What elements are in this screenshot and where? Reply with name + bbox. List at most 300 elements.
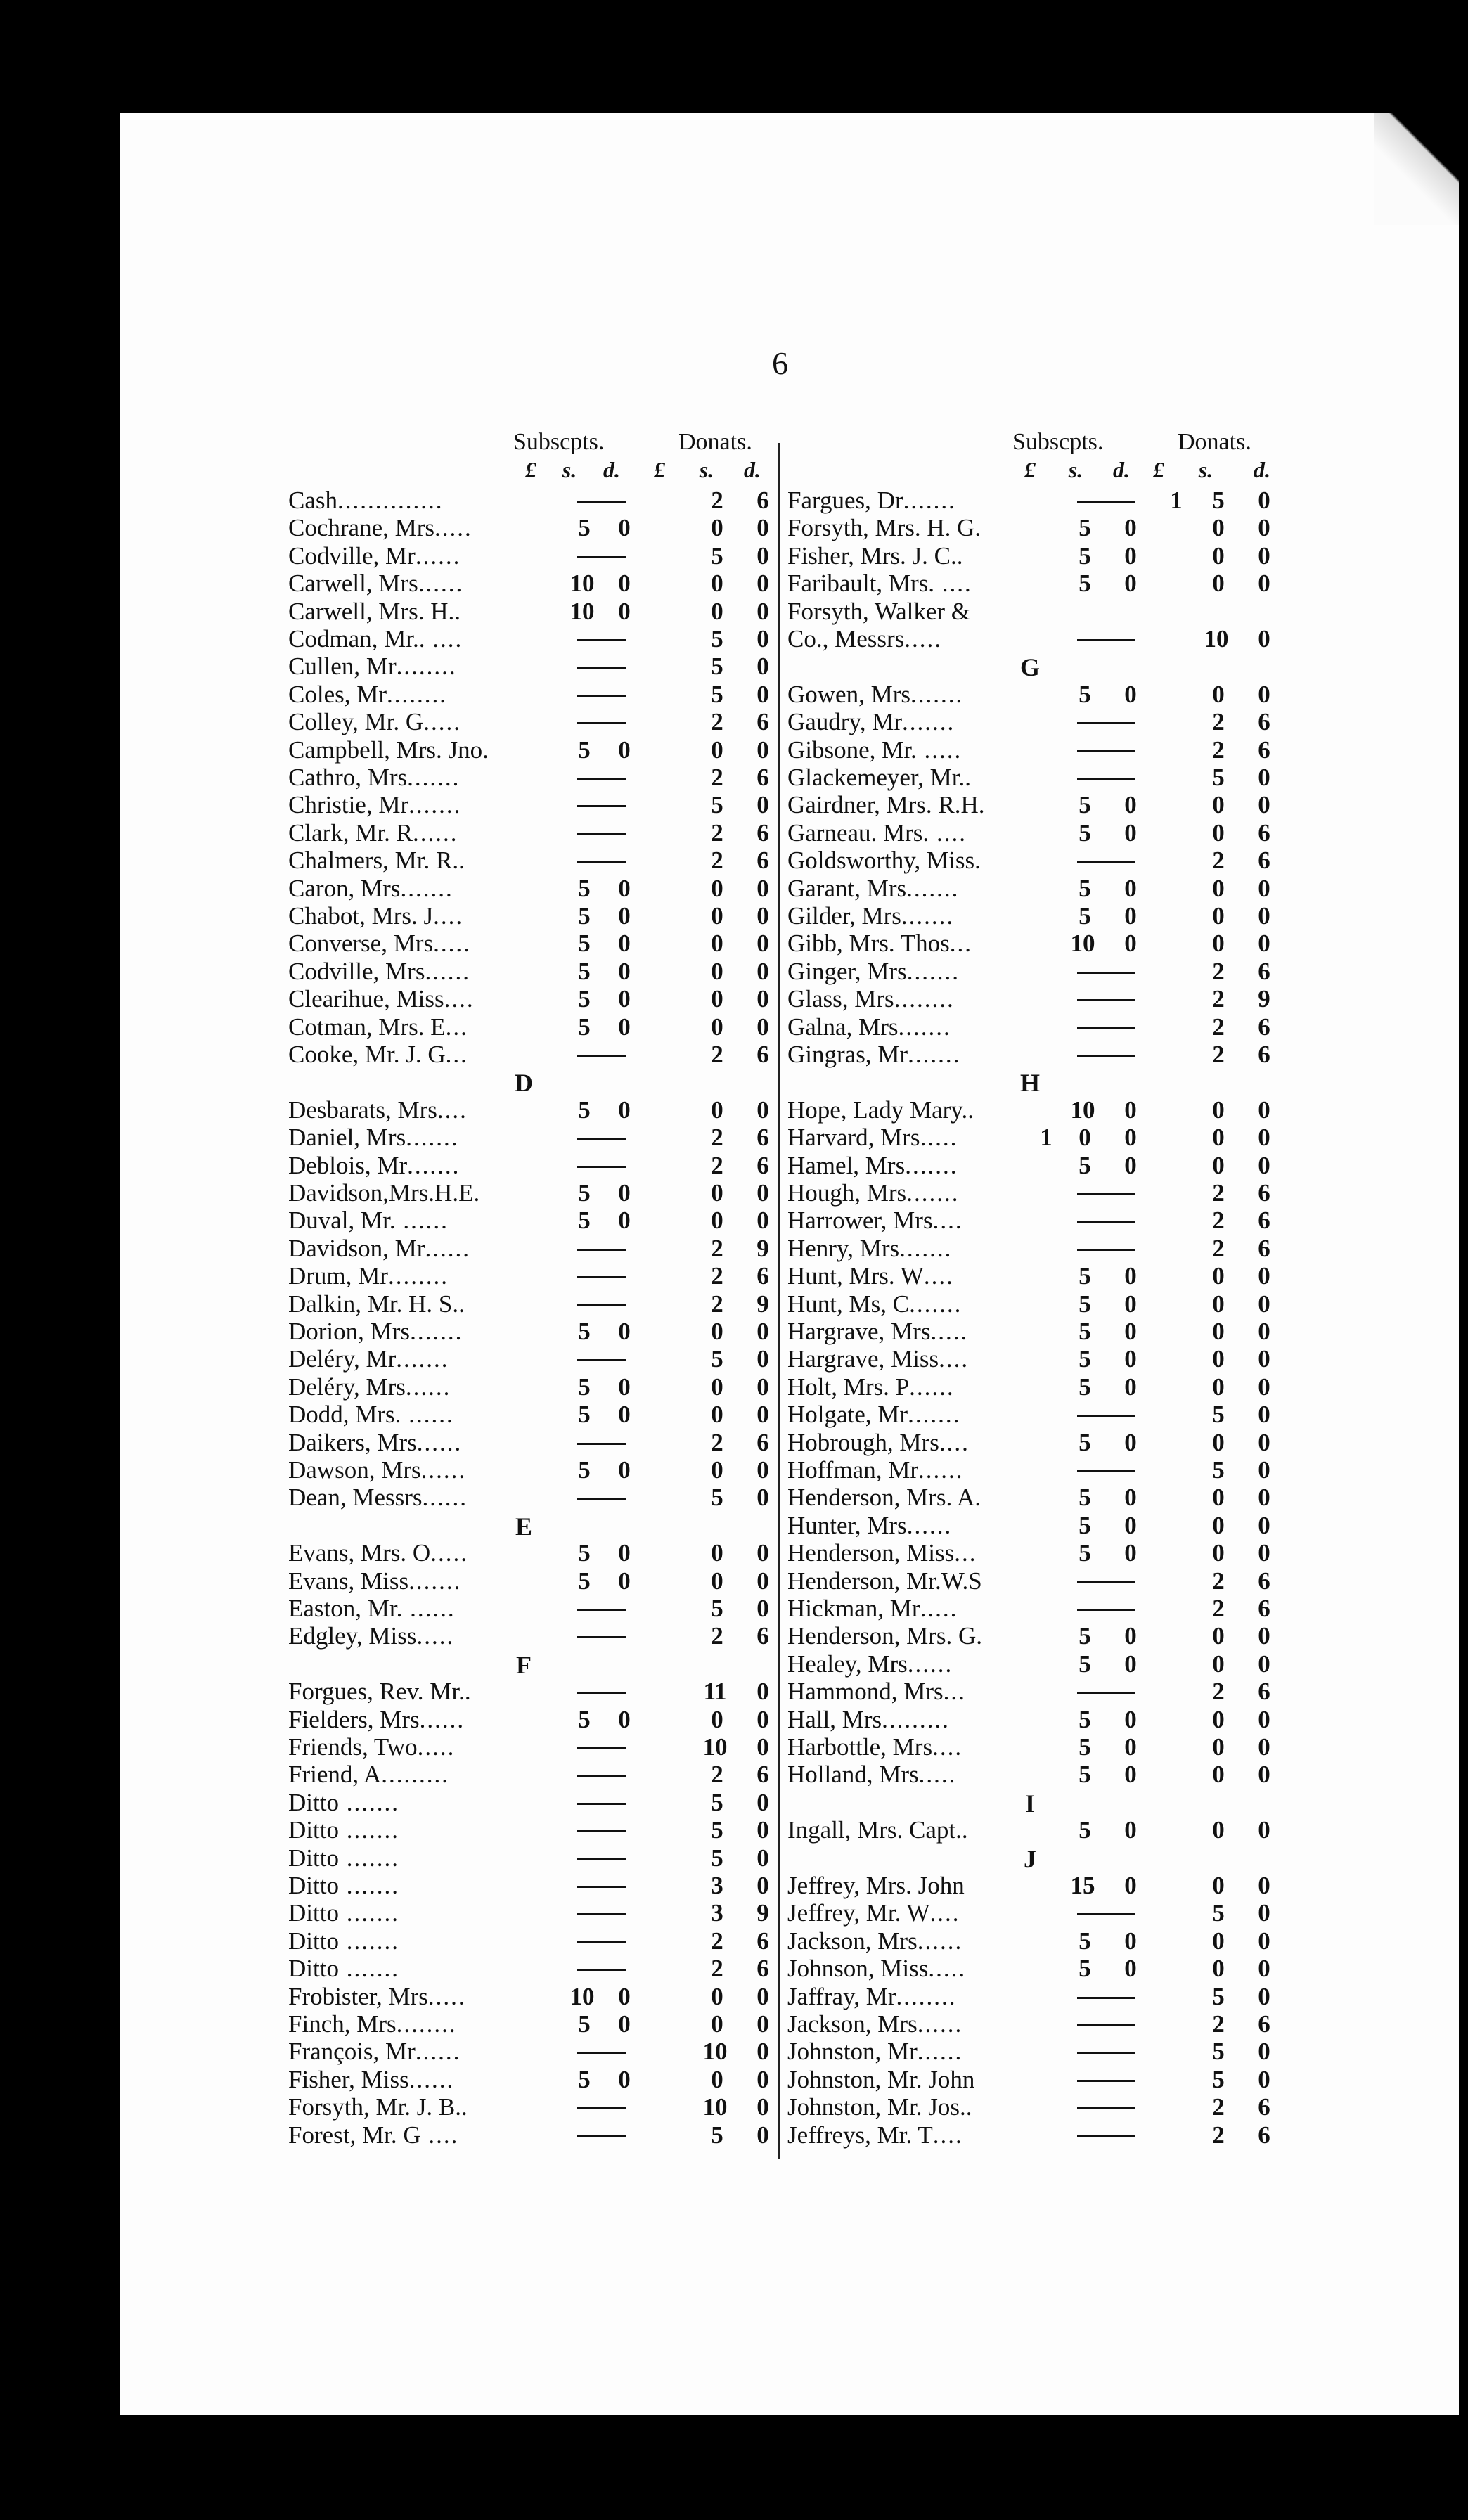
subscription-shillings: 10 [569, 597, 595, 625]
leader-dots: ........ [396, 652, 457, 681]
subscriber-name-text: Glackemeyer, Mr.. [787, 764, 971, 791]
donation-pence: 0 [1258, 791, 1270, 819]
subscriber-name [288, 570, 520, 598]
left-sub-pounds-unit: £ [525, 457, 536, 482]
subscriber-name [787, 1456, 1026, 1484]
leader-dots: ........ [387, 680, 447, 708]
leader-dots: ..... [920, 1124, 958, 1152]
subscriber-name [787, 1152, 1026, 1180]
donation-shillings: 2 [1212, 1041, 1225, 1068]
donation-pence: 0 [1258, 1982, 1270, 2010]
donation-pence: 0 [1258, 1484, 1270, 1512]
leader-dots: ...... [906, 1511, 953, 1539]
donation-pence: 6 [756, 1124, 769, 1152]
no-subscription-dash [577, 1941, 626, 1943]
leader-dots: .... [932, 1733, 963, 1761]
donation-pence: 0 [756, 1345, 769, 1373]
subscriber-name [288, 930, 520, 958]
subscriber-name-text: Forsyth, Mrs. H. G. [787, 514, 981, 542]
no-subscription-dash [577, 1636, 626, 1638]
donation-shillings: 0 [1212, 1622, 1225, 1650]
subscription-pence: 0 [618, 985, 631, 1013]
leader-dots: ...... [415, 541, 461, 570]
donation-pence: 0 [756, 514, 769, 542]
right-section-letter: G [1019, 653, 1040, 682]
subscription-pence: 0 [1124, 1345, 1137, 1373]
subscriber-name-text: Daniel, Mrs [288, 1124, 406, 1152]
subscriber-name-text: Dawson, Mrs [288, 1456, 421, 1484]
leader-dots: ..... [904, 625, 943, 652]
subscriber-name-text: Fisher, Mrs. J. C.. [787, 541, 963, 570]
no-subscription-dash [577, 1166, 626, 1168]
subscriber-name-text: Glass, Mrs [787, 985, 894, 1013]
donation-pence: 0 [1258, 1761, 1270, 1789]
subscriber-name-text: Henderson, Mrs. A. [787, 1484, 981, 1512]
right-section-letter: I [1024, 1789, 1035, 1818]
subscriber-name-text: Dorion, Mrs [288, 1318, 411, 1345]
donation-pence: 0 [756, 1484, 769, 1512]
donation-shillings: 2 [1212, 1179, 1225, 1207]
subscriber-name [787, 1761, 1026, 1789]
left-sub-shillings-unit: s. [562, 457, 577, 482]
no-subscription-dash [577, 778, 626, 780]
donation-pence: 0 [756, 1788, 769, 1816]
leader-dots: .... [420, 2121, 459, 2149]
subscriber-name-text: Codville, Mrs [288, 957, 425, 985]
subscriber-name [288, 1345, 520, 1373]
donation-shillings: 0 [711, 985, 723, 1013]
subscription-shillings: 5 [1079, 514, 1091, 542]
donation-pence: 9 [756, 1290, 769, 1318]
subscription-shillings: 5 [1079, 1761, 1091, 1789]
donation-shillings: 0 [1212, 1318, 1225, 1345]
donation-pence: 0 [1258, 1816, 1270, 1844]
donation-pence: 0 [1258, 1095, 1270, 1124]
no-subscription-dash [577, 1609, 626, 1611]
donation-pence: 6 [1258, 708, 1270, 736]
subscriber-name [787, 598, 1026, 626]
subscriber-name [787, 1207, 1026, 1235]
donation-pence: 6 [1258, 1678, 1270, 1706]
subscriber-name [288, 708, 520, 736]
subscriber-name-text: Chabot, Mrs. J [288, 902, 434, 930]
subscriber-name [787, 1373, 1026, 1401]
no-subscription-dash [1077, 639, 1135, 641]
donation-pence: 6 [1258, 2121, 1270, 2149]
subscriber-name-text: Goldsworthy, Miss. [787, 847, 981, 875]
donation-pence: 6 [756, 1041, 769, 1068]
donation-pence: 0 [1258, 1262, 1270, 1290]
no-subscription-dash [577, 2107, 626, 2109]
donation-shillings: 2 [1212, 1595, 1225, 1622]
donation-shillings: 5 [1212, 1982, 1225, 2010]
no-subscription-dash [577, 1775, 626, 1777]
right-don-pounds-unit: £ [1153, 457, 1164, 482]
subscription-shillings: 5 [1079, 1816, 1091, 1844]
donation-pence: 6 [1258, 1595, 1270, 1622]
subscriber-name [288, 2010, 520, 2038]
subscription-pence: 0 [618, 874, 631, 902]
subscription-shillings: 5 [578, 902, 591, 930]
subscriber-name-text: Gairdner, Mrs. R.H. [787, 791, 985, 819]
leader-dots: ....... [908, 1401, 961, 1429]
subscriber-name-text: Holgate, Mr [787, 1401, 908, 1429]
subscriber-name [787, 1955, 1026, 1983]
subscriber-name [288, 875, 520, 903]
subscription-shillings: 5 [578, 1567, 591, 1595]
subscriber-name-text: Hall, Mrs [787, 1705, 882, 1733]
subscriber-name [787, 1262, 1026, 1290]
subscriber-name-text: Codville, Mr [288, 541, 416, 570]
subscriber-name [787, 1983, 1026, 2011]
donation-shillings: 5 [1212, 2038, 1225, 2066]
subscriber-name-text: Evans, Mrs. O [288, 1539, 431, 1567]
subscriber-name [787, 2066, 1026, 2094]
donation-shillings: 2 [1212, 985, 1225, 1013]
donation-shillings: 0 [711, 2010, 723, 2038]
donation-shillings: 0 [1212, 1124, 1225, 1152]
subscriber-name [288, 958, 520, 986]
leader-dots: ....... [903, 487, 956, 514]
donation-shillings: 0 [1212, 1262, 1225, 1290]
subscriber-name-text: Cullen, Mr [288, 652, 397, 681]
donation-shillings: 0 [711, 957, 723, 985]
subscription-pence: 0 [618, 597, 631, 625]
subscription-shillings: 5 [1079, 902, 1091, 930]
donation-shillings: 0 [1212, 1428, 1225, 1456]
subscription-pence: 0 [1124, 1622, 1137, 1650]
no-subscription-dash [1077, 501, 1135, 503]
donation-pence: 6 [1258, 957, 1270, 985]
page-number: 6 [772, 345, 789, 381]
subscriber-name-text: Hargrave, Mrs [787, 1318, 931, 1345]
subscriber-name [288, 1429, 520, 1457]
no-subscription-dash [577, 501, 626, 503]
subscription-pence: 0 [1124, 818, 1137, 847]
subscription-pence: 0 [1124, 874, 1137, 902]
leader-dots: ...... [917, 1927, 963, 1955]
donation-shillings: 10 [702, 2038, 728, 2066]
donation-shillings: 0 [1212, 1705, 1225, 1733]
donation-shillings: 5 [711, 1844, 723, 1872]
subscriber-name [787, 1899, 1026, 1927]
donation-pence: 0 [1258, 1290, 1270, 1318]
subscription-shillings: 5 [578, 985, 591, 1013]
donation-pence: 0 [756, 1539, 769, 1567]
subscriber-name-text: Fielders, Mrs [288, 1705, 420, 1733]
leader-dots: ... [954, 1539, 977, 1567]
donation-pence: 0 [1258, 1927, 1270, 1955]
donation-shillings: 0 [711, 1982, 723, 2010]
donation-pence: 6 [756, 1955, 769, 1983]
subscriber-name [288, 1484, 520, 1512]
no-subscription-dash [1077, 722, 1135, 724]
subscriber-name-text: Davidson,Mrs.H.E. [288, 1179, 480, 1207]
subscription-shillings: 5 [1079, 1927, 1091, 1955]
subscriber-name [288, 1456, 520, 1484]
subscriber-name [288, 652, 520, 681]
donation-pence: 6 [756, 764, 769, 791]
subscription-pence: 0 [618, 735, 631, 764]
subscriber-name-text: Ginger, Mrs [787, 957, 907, 985]
no-subscription-dash [1077, 999, 1135, 1001]
subscriber-name-text: Hobrough, Mrs [787, 1428, 939, 1456]
leader-dots: ......... [882, 1705, 950, 1733]
subscriber-name [787, 1622, 1026, 1650]
subscriber-name [288, 2093, 520, 2121]
donation-shillings: 0 [1212, 1095, 1225, 1124]
subscriber-name [787, 791, 1026, 819]
subscriber-name-text: Carwell, Mrs [288, 570, 418, 598]
subscriber-name-text: Jaffray, Mr [787, 1982, 896, 2010]
subscriber-name-text: Fisher, Miss [288, 2065, 409, 2093]
donation-pence: 0 [756, 541, 769, 570]
subscription-shillings: 5 [1079, 1484, 1091, 1512]
leader-dots: ....... [906, 874, 960, 902]
leader-dots: ... [445, 1012, 468, 1041]
subscriber-name [288, 1816, 520, 1844]
subscriber-name [288, 1733, 520, 1761]
subscriber-name [288, 1622, 520, 1650]
subscriber-name [787, 1567, 1026, 1595]
donation-pence: 0 [1258, 1955, 1270, 1983]
subscriber-name-text: Deléry, Mr [288, 1345, 397, 1373]
donation-pence: 0 [756, 625, 769, 652]
no-subscription-dash [577, 1803, 626, 1805]
no-subscription-dash [577, 1498, 626, 1500]
donation-pence: 6 [756, 847, 769, 875]
subscriber-name [787, 1512, 1026, 1540]
leader-dots: ....... [406, 1124, 459, 1152]
subscription-shillings: 5 [578, 735, 591, 764]
donation-pence: 0 [756, 1733, 769, 1761]
leader-dots: ...... [909, 1372, 955, 1401]
donation-shillings: 2 [1212, 1234, 1225, 1262]
donation-pence: 6 [1258, 2010, 1270, 2038]
leader-dots: .... [929, 1899, 960, 1927]
leader-dots: ..... [430, 1539, 468, 1567]
no-subscription-dash [1077, 2107, 1135, 2109]
donation-pence: 0 [1258, 570, 1270, 598]
subscription-pounds: 1 [1040, 1124, 1052, 1152]
subscriber-name-text: Jackson, Mrs [787, 1927, 918, 1955]
leader-dots: .... [939, 1428, 970, 1456]
subscriber-name-text: Friend, A [288, 1761, 382, 1789]
subscription-shillings: 5 [1079, 1511, 1091, 1539]
subscriber-name [288, 985, 520, 1013]
subscription-shillings: 5 [578, 957, 591, 985]
no-subscription-dash [577, 1304, 626, 1306]
leader-dots: ...... [420, 1456, 467, 1484]
subscription-pence: 0 [1124, 902, 1137, 930]
subscription-shillings: 5 [1079, 1345, 1091, 1373]
right-sub-shillings-unit: s. [1068, 457, 1083, 482]
no-subscription-dash [577, 722, 626, 724]
subscriber-name [288, 1318, 520, 1346]
donation-pence: 0 [1258, 1511, 1270, 1539]
leader-dots: ...... [918, 1456, 964, 1484]
donation-shillings: 0 [711, 570, 723, 598]
subscriber-name-text: Forsyth, Walker & [787, 597, 970, 625]
leader-dots: ..... [433, 930, 471, 958]
subscriber-name-text: Cotman, Mrs. E [288, 1012, 446, 1041]
subscriber-name [787, 2038, 1026, 2066]
subscriber-name [787, 1235, 1026, 1263]
donation-pence: 0 [1258, 1318, 1270, 1345]
donation-shillings: 5 [1212, 1899, 1225, 1927]
donation-pence: 0 [756, 1678, 769, 1706]
donation-pence: 0 [1258, 2038, 1270, 2066]
no-subscription-dash [1077, 1055, 1135, 1057]
subscriber-name [288, 1761, 520, 1789]
donation-shillings: 0 [1212, 1372, 1225, 1401]
subscriber-name [288, 1262, 520, 1290]
donation-pence: 0 [1258, 1456, 1270, 1484]
subscriber-name-text: Co., Messrs [787, 625, 905, 652]
subscriber-name-text: Ditto [288, 1844, 339, 1872]
leader-dots: ...... [917, 2038, 963, 2066]
subscription-shillings: 10 [1070, 1095, 1095, 1124]
subscriber-name-text: Coles, Mr [288, 680, 387, 708]
no-subscription-dash [1077, 1027, 1135, 1029]
subscriber-name-text: Holt, Mrs. P [787, 1372, 910, 1401]
donation-pence: 6 [756, 708, 769, 736]
subscriber-name [288, 819, 520, 847]
donation-pence: 0 [1258, 514, 1270, 542]
donation-pence: 0 [756, 735, 769, 764]
left-subscriptions-header: Subscpts. [513, 429, 605, 455]
donation-shillings: 0 [711, 1207, 723, 1235]
subscriber-name-text: Ditto [288, 1816, 339, 1844]
leader-dots: ....... [338, 1872, 399, 1899]
subscriber-name-text: Davidson, Mr [288, 1234, 425, 1262]
subscription-shillings: 5 [578, 1456, 591, 1484]
subscriber-name-text: Desbarats, Mrs [288, 1095, 437, 1124]
subscriber-name [288, 1152, 520, 1180]
subscription-pence: 0 [618, 1539, 631, 1567]
leader-dots: ...... [401, 1401, 454, 1429]
no-subscription-dash [1077, 778, 1135, 780]
donation-shillings: 0 [1212, 818, 1225, 847]
leader-dots: ...... [422, 1484, 468, 1512]
subscription-shillings: 5 [1079, 1539, 1091, 1567]
subscription-shillings: 5 [578, 1012, 591, 1041]
subscriber-name-text: Converse, Mrs [288, 930, 434, 958]
leader-dots: ........ [396, 2010, 457, 2038]
donation-pence: 6 [756, 1622, 769, 1650]
donation-shillings: 5 [711, 1788, 723, 1816]
subscriber-name [288, 1096, 520, 1124]
donation-shillings: 0 [711, 1318, 723, 1345]
donation-pence: 0 [756, 874, 769, 902]
donation-shillings: 2 [1212, 847, 1225, 875]
subscriber-name [288, 2121, 520, 2149]
subscriber-name-text: Ditto [288, 1955, 339, 1983]
no-subscription-dash [1077, 1249, 1135, 1251]
subscription-shillings: 5 [578, 874, 591, 902]
subscriber-name-text: Clark, Mr. R [288, 818, 413, 847]
donation-pence: 0 [756, 1567, 769, 1595]
left-section-letter: D [515, 1069, 533, 1098]
leader-dots: ...... [408, 2065, 455, 2093]
no-subscription-dash [1077, 1193, 1135, 1195]
donation-shillings: 0 [711, 2065, 723, 2093]
donation-shillings: 2 [711, 1622, 723, 1650]
subscriber-name-text: Johnston, Mr. Jos.. [787, 2093, 972, 2121]
leader-dots: ...... [907, 1650, 953, 1678]
donation-pence: 0 [1258, 1539, 1270, 1567]
donation-shillings: 2 [1212, 1012, 1225, 1041]
subscription-pence: 0 [1124, 1650, 1137, 1678]
right-sub-pence-unit: d. [1113, 457, 1130, 482]
subscriber-name-text: Ditto [288, 1872, 339, 1899]
subscriber-name [787, 1345, 1026, 1373]
subscriber-name-text: Clearihue, Miss [288, 985, 444, 1013]
subscriber-name-text: Dalkin, Mr. H. S.. [288, 1290, 465, 1318]
donation-shillings: 0 [711, 1179, 723, 1207]
subscription-pence: 0 [1124, 1428, 1137, 1456]
leader-dots: ....... [408, 1567, 462, 1595]
subscription-shillings: 5 [1079, 680, 1091, 708]
leader-dots: ...... [416, 1428, 463, 1456]
subscriber-name-text: Harbottle, Mrs [787, 1733, 933, 1761]
donation-shillings: 0 [711, 597, 723, 625]
subscription-shillings: 5 [578, 514, 591, 542]
leader-dots: .... [939, 1345, 970, 1373]
donation-shillings: 0 [1212, 1927, 1225, 1955]
subscription-pence: 0 [618, 1401, 631, 1429]
subscription-pence: 0 [618, 1982, 631, 2010]
leader-dots: ........ [896, 1982, 957, 2010]
subscriber-name [288, 847, 520, 875]
subscriber-name [288, 902, 520, 930]
no-subscription-dash [577, 1913, 626, 1915]
subscriber-name-text: Hunt, Ms, C [787, 1290, 910, 1318]
donation-shillings: 0 [1212, 1539, 1225, 1567]
donation-shillings: 0 [1212, 1151, 1225, 1179]
left-sub-pence-unit: d. [603, 457, 620, 482]
leader-dots: ....... [338, 1788, 399, 1816]
donation-shillings: 5 [711, 625, 723, 652]
donation-shillings: 5 [1212, 487, 1225, 514]
donation-pence: 0 [756, 1982, 769, 2010]
no-subscription-dash [1077, 2135, 1135, 2138]
donation-shillings: 0 [711, 514, 723, 542]
donation-pence: 0 [756, 2065, 769, 2093]
leader-dots: ..... [434, 514, 472, 542]
subscriber-name [787, 1318, 1026, 1346]
donation-shillings: 0 [1212, 541, 1225, 570]
no-subscription-dash [1077, 750, 1135, 752]
subscriber-name [787, 1816, 1026, 1844]
donation-shillings: 2 [711, 1428, 723, 1456]
subscriber-name [288, 681, 520, 709]
subscription-pence: 0 [618, 514, 631, 542]
leader-dots: ....... [908, 1041, 961, 1068]
donation-pence: 0 [756, 1012, 769, 1041]
donation-pence: 0 [756, 1318, 769, 1345]
donation-pence: 0 [1258, 1872, 1270, 1899]
donation-shillings: 0 [1212, 1955, 1225, 1983]
donation-pence: 0 [1258, 1899, 1270, 1927]
donation-pence: 0 [756, 597, 769, 625]
leader-dots: ... [949, 930, 973, 958]
subscription-shillings: 5 [1079, 818, 1091, 847]
subscriber-name-text: Chalmers, Mr. R.. [288, 847, 465, 875]
leader-dots: ....... [901, 902, 955, 930]
leader-dots: .... [433, 902, 464, 930]
subscriber-name-text: Johnson, Miss [787, 1955, 929, 1983]
